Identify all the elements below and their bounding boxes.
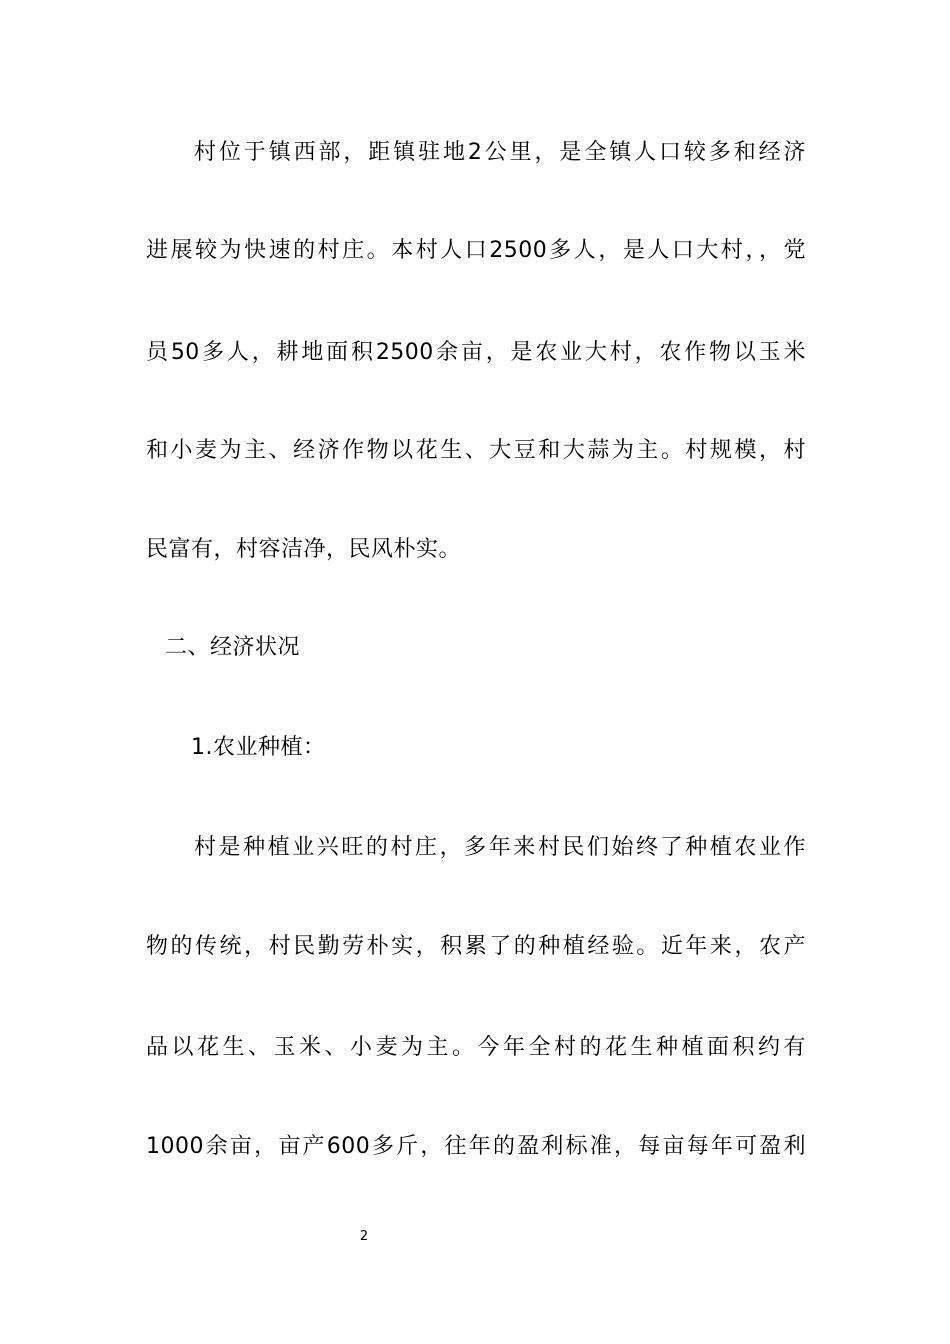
paragraph-1-line-3: 员50多人，耕地面积2500余亩，是农业大村，农作物以玉米 [146,340,806,365]
subsection-heading: 1.农业种植： [191,735,326,760]
paragraph-1-line-1: 村位于镇西部，距镇驻地2公里，是全镇人口较多和经济 [194,140,806,165]
paragraph-1-line-4: 和小麦为主、经济作物以花生、大豆和大蒜为主。村规模，村 [146,438,806,463]
section-heading: 二、经济状况 [165,635,301,660]
paragraph-2-line-4: 1000余亩，亩产600多斤，往年的盈利标准，每亩每年可盈利 [146,1134,806,1159]
paragraph-2-line-2: 物的传统，村民勤劳朴实，积累了的种植经验。近年来，农产 [146,934,806,959]
paragraph-2-line-1: 村是种植业兴旺的村庄，多年来村民们始终了种植农业作 [194,835,806,860]
paragraph-1-line-2: 进展较为快速的村庄。本村人口2500多人，是人口大村，，党 [146,238,806,263]
page-number: 2 [359,1229,369,1244]
paragraph-1-line-5: 民富有，村容洁净，民风朴实。 [146,537,462,562]
paragraph-2-line-3: 品以花生、玉米、小麦为主。今年全村的花生种植面积约有 [146,1035,806,1060]
